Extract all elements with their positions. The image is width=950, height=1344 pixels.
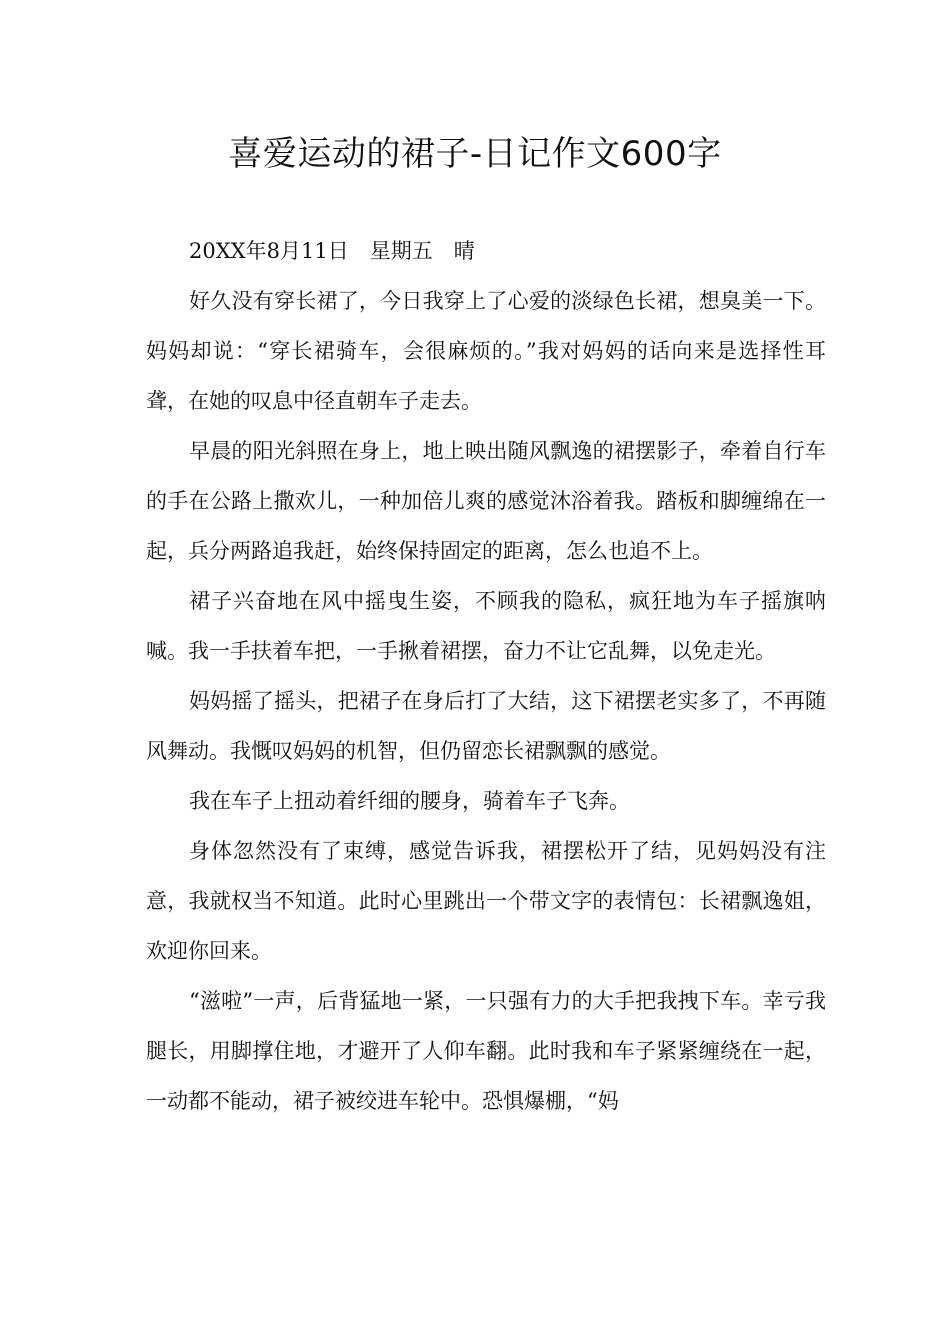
paragraph: 妈妈摇了摇头，把裙子在身后打了大结，这下裙摆老实多了，不再随风舞动。我慨叹妈妈的机智，但仍留恋长裙飘飘的感觉。 [146, 689, 826, 763]
paragraph: 裙子兴奋地在风中摇曳生姿，不顾我的隐私，疯狂地为车子摇旗呐喊。我一手扶着车把，一手揪着裙摆，奋力不让它乱舞，以免走光。 [146, 589, 826, 663]
document-body [146, 226, 826, 1126]
paragraph: 我在车子上扭动着纤细的腰身，骑着车子飞奔。 [189, 789, 630, 813]
paragraph: 早晨的阳光斜照在身上，地上映出随风飘逸的裙摆影子，牵着自行车的手在公路上撒欢儿，一种加倍儿爽的感觉沐浴着我。踏板和脚缠绵在一起，兵分两路追我赶，始终保持固定的距离，怎么也追不上。 [146, 439, 826, 563]
paragraph: 身体忽然没有了束缚，感觉告诉我，裙摆松开了结，见妈妈没有注意，我就权当不知道。此时心里跳出一个带文字的表情包：长裙飘逸姐，欢迎你回来。 [146, 839, 826, 963]
date-line: 20XX年8月11日 星期五 晴 [189, 239, 475, 263]
paragraph: 好久没有穿长裙了，今日我穿上了心爱的淡绿色长裙，想臭美一下。妈妈却说：“穿长裙骑车，会很麻烦的。”我对妈妈的话向来是选择性耳聋，在她的叹息中径直朝车子走去。 [146, 289, 826, 413]
paragraph: “滋啦”一声，后背猛地一紧，一只强有力的大手把我拽下车。幸亏我腿长，用脚撑住地，才避开了人仰车翻。此时我和车子紧紧缠绕在一起，一动都不能动，裙子被绞进车轮中。恐惧爆棚，“妈 [146, 989, 826, 1113]
document-title: 喜爱运动的裙子-日记作文600字 [228, 134, 722, 174]
